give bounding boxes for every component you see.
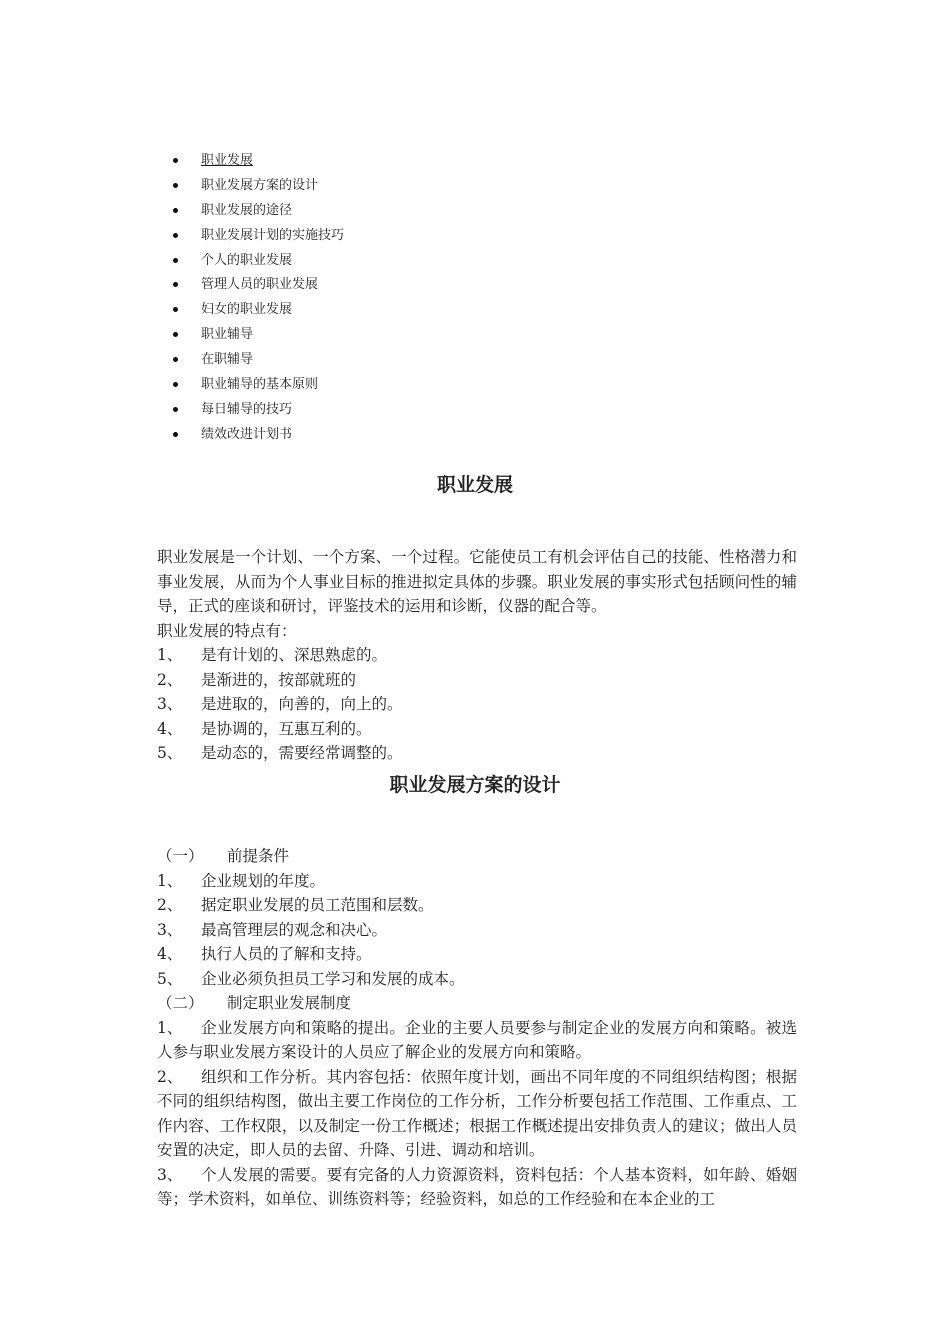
subsection-heading: [157, 991, 797, 1016]
list-item: [157, 893, 797, 918]
list-item: [157, 942, 797, 967]
toc-item: [160, 424, 344, 449]
list-number: 4、: [157, 945, 183, 963]
toc-item: [160, 225, 344, 250]
toc-item: [160, 399, 344, 424]
list-item: [157, 918, 797, 943]
list-number: 3、: [157, 695, 183, 713]
list-item: [157, 869, 797, 894]
toc-item-label: 管理人员的职业发展: [201, 277, 319, 293]
section-heading: 职业发展: [436, 474, 513, 496]
intro-paragraph: 职业发展是一个计划、一个方案、一个过程。它能使员工有机会评估自己的技能、性格潜力和事业发展，从而为个人事业目标的推进拟定具体的步骤。职业发展的事实形式包括顾问性的辅导，正式的座谈和研讨，评鉴技术的运用和诊断，仪器的配合等。: [157, 548, 797, 615]
list-item: [157, 643, 797, 668]
section2-body: [157, 844, 797, 1212]
list-item: [157, 1065, 797, 1163]
list-number: 3、: [157, 1165, 183, 1184]
list-text: 组织和工作分析。其内容包括：依照年度计划，画出不同年度的不同组织结构图；根据不同的组织结构图，做出主要工作岗位的工作分析，工作分析要包括工作范围、工作重点、工作内容、工作权限，以及制定一份工作概述；根据工作概述提出安排负责人的建议；做出人员安置的决定，即人员的去留、升降、引进、调动和培训。: [157, 1067, 797, 1159]
list-number: 5、: [157, 969, 183, 988]
toc-item-label: 在职辅导: [201, 352, 254, 368]
list-text: 是进取的，向善的，向上的。: [201, 695, 403, 713]
list-number: 2、: [157, 1067, 183, 1086]
list-number: 2、: [157, 670, 183, 689]
list-item: [157, 1163, 797, 1212]
toc-item: [160, 200, 344, 225]
list-item: [157, 1016, 797, 1065]
toc-item: [160, 250, 344, 275]
toc-item-label: 职业辅导的基本原则: [201, 377, 319, 393]
list-item: [157, 967, 797, 992]
list-number: 1、: [157, 1018, 183, 1037]
features-label: 职业发展的特点有：: [157, 621, 297, 640]
toc-item: [160, 175, 344, 200]
list-number: 3、: [157, 920, 183, 939]
toc-item: [160, 299, 344, 324]
list-text: 是渐进的，按部就班的: [201, 670, 357, 689]
list-text: 企业发展方向和策略的提出。企业的主要人员要参与制定企业的发展方向和策略。被选人参与职业发展方案设计的人员应了解企业的发展方向和策略。: [157, 1018, 797, 1061]
toc-link[interactable]: 职业发展: [201, 153, 254, 168]
toc-item[interactable]: [160, 150, 344, 175]
toc-item-label: 职业发展计划的实施技巧: [201, 227, 345, 243]
list-number: 4、: [157, 719, 183, 738]
toc-item-label: 妇女的职业发展: [201, 302, 293, 318]
subsection-number: （一）: [157, 847, 204, 865]
list-text: 是有计划的、深思熟虑的。: [201, 646, 388, 664]
toc-item-label: 绩效改进计划书: [201, 426, 293, 442]
list-number: 1、: [157, 871, 183, 890]
list-text: 个人发展的需要。要有完备的人力资源资料，资料包括：个人基本资料，如年龄、婚姻等；学术资料，如单位、训练资料等；经验资料，如总的工作经验和在本企业的工: [157, 1165, 797, 1208]
toc-item: [160, 324, 344, 349]
list-text: 据定职业发展的员工范围和层数。: [201, 896, 434, 914]
toc-item-label: 职业辅导: [201, 327, 254, 343]
subsection-title: 前提条件: [227, 847, 290, 865]
list-item: [157, 717, 797, 742]
list-text: 执行人员的了解和支持。: [201, 945, 372, 963]
list-number: 2、: [157, 896, 183, 914]
list-text: 企业必须负担员工学习和发展的成本。: [201, 969, 465, 988]
toc-item-label: 个人的职业发展: [201, 252, 293, 268]
subsection-title: 制定职业发展制度: [227, 994, 352, 1012]
subsection-number: （二）: [157, 994, 204, 1012]
list-item: [157, 692, 797, 717]
toc-item-label: 职业发展的途径: [201, 202, 293, 218]
list-item: [157, 668, 797, 693]
list-number: 5、: [157, 744, 183, 762]
toc-item: [160, 349, 344, 374]
section-heading: 职业发展方案的设计: [389, 774, 561, 796]
list-number: 1、: [157, 646, 183, 664]
toc-item-label: 每日辅导的技巧: [201, 401, 293, 417]
list-item: [157, 741, 797, 766]
list-text: 是协调的，互惠互利的。: [201, 719, 372, 738]
toc-item-label: 职业发展方案的设计: [201, 177, 319, 193]
list-text: 最高管理层的观念和决心。: [201, 920, 388, 939]
toc-item: [160, 274, 344, 299]
list-text: 是动态的，需要经常调整的。: [201, 744, 403, 762]
list-text: 企业规划的年度。: [201, 871, 326, 890]
table-of-contents: [160, 150, 344, 449]
section1-body: [157, 545, 797, 766]
subsection-heading: [157, 844, 797, 869]
toc-item: [160, 374, 344, 399]
